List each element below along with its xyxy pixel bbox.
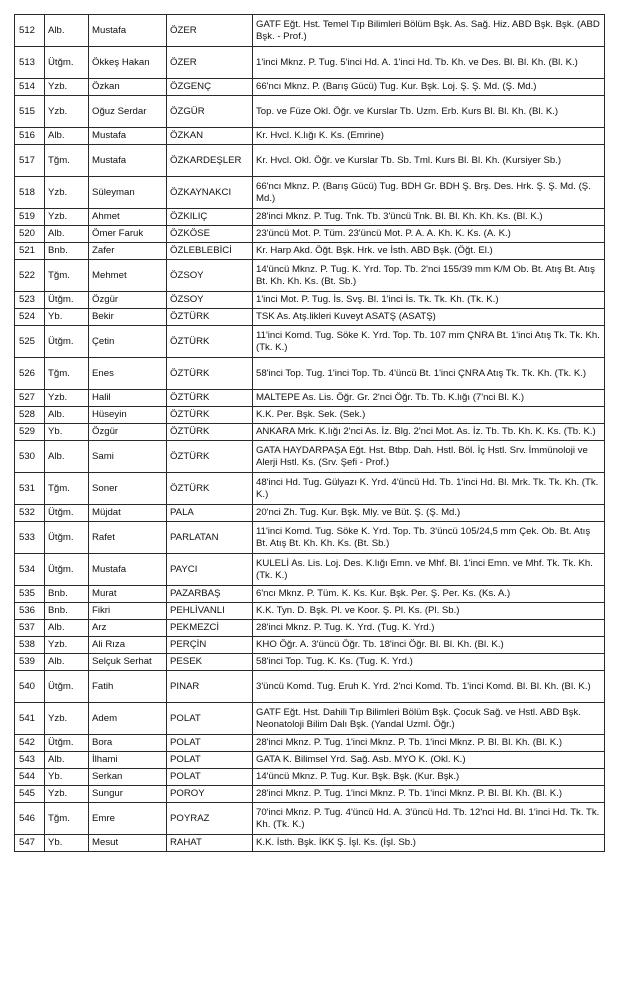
rank-cell: Ütğm. bbox=[45, 522, 89, 554]
rank-cell: Tğm. bbox=[45, 260, 89, 292]
unit-cell: 58'inci Top. Tug. K. Ks. (Tug. K. Yrd.) bbox=[253, 654, 605, 671]
table-row bbox=[15, 554, 605, 586]
first-name-cell: Ökkeş Hakan bbox=[89, 47, 167, 79]
row-number: 536 bbox=[15, 603, 45, 620]
row-number: 524 bbox=[15, 309, 45, 326]
last-name-cell: POLAT bbox=[167, 769, 253, 786]
row-number: 520 bbox=[15, 226, 45, 243]
row-number: 533 bbox=[15, 522, 45, 554]
row-number: 537 bbox=[15, 620, 45, 637]
unit-cell: 20'nci Zh. Tug. Kur. Bşk. Mly. ve Büt. Ş. (Ş. Md.) bbox=[253, 505, 605, 522]
row-number: 542 bbox=[15, 735, 45, 752]
first-name-cell: Oğuz Serdar bbox=[89, 96, 167, 128]
first-name-cell: Mustafa bbox=[89, 554, 167, 586]
last-name-cell: ÖZKÖSE bbox=[167, 226, 253, 243]
table-row bbox=[15, 786, 605, 803]
rank-cell: Yb. bbox=[45, 835, 89, 852]
first-name-cell: Fatih bbox=[89, 671, 167, 703]
row-number: 547 bbox=[15, 835, 45, 852]
first-name-cell: Enes bbox=[89, 358, 167, 390]
rank-cell: Alb. bbox=[45, 407, 89, 424]
rank-cell: Yzb. bbox=[45, 637, 89, 654]
rank-cell: Yzb. bbox=[45, 209, 89, 226]
table-row bbox=[15, 671, 605, 703]
last-name-cell: ÖZTÜRK bbox=[167, 473, 253, 505]
row-number: 531 bbox=[15, 473, 45, 505]
personnel-table bbox=[14, 14, 605, 852]
last-name-cell: POLAT bbox=[167, 735, 253, 752]
rank-cell: Tğm. bbox=[45, 473, 89, 505]
row-number: 528 bbox=[15, 407, 45, 424]
row-number: 527 bbox=[15, 390, 45, 407]
unit-cell: TSK As. Atş.likleri Kuveyt ASATŞ (ASATŞ) bbox=[253, 309, 605, 326]
table-row bbox=[15, 358, 605, 390]
row-number: 512 bbox=[15, 15, 45, 47]
rank-cell: Bnb. bbox=[45, 243, 89, 260]
row-number: 525 bbox=[15, 326, 45, 358]
last-name-cell: PARLATAN bbox=[167, 522, 253, 554]
row-number: 522 bbox=[15, 260, 45, 292]
table-row bbox=[15, 473, 605, 505]
rank-cell: Bnb. bbox=[45, 603, 89, 620]
first-name-cell: Mustafa bbox=[89, 128, 167, 145]
unit-cell: KULELİ As. Lis. Loj. Des. K.lığı Emn. ve Mhf. Bl. 1'inci Emn. ve Mhf. Tk. Tk. Kh. (Tk. K.) bbox=[253, 554, 605, 586]
unit-cell: 28'inci Mknz. P. Tug. 1'inci Mknz. P. Tb. 1'inci Mknz. P. Bl. Bl. Kh. (Bl. K.) bbox=[253, 786, 605, 803]
unit-cell: 28'inci Mknz. P. Tug. 1'inci Mknz. P. Tb. 1'inci Mknz. P. Bl. Bl. Kh. (Bl. K.) bbox=[253, 735, 605, 752]
table-row bbox=[15, 752, 605, 769]
rank-cell: Yzb. bbox=[45, 390, 89, 407]
unit-cell: 58'inci Top. Tug. 1'inci Top. Tb. 4'üncü Bt. 1'inci ÇNRA Atış Tk. Tk. Kh. (Tk. K.) bbox=[253, 358, 605, 390]
row-number: 541 bbox=[15, 703, 45, 735]
unit-cell: GATF Eğt. Hst. Temel Tıp Bilimleri Bölüm Bşk. As. Sağ. Hiz. ABD Bşk. Bşk. (ABD Bşk. - Prof.) bbox=[253, 15, 605, 47]
first-name-cell: Süleyman bbox=[89, 177, 167, 209]
unit-cell: K.K. Per. Bşk. Sek. (Sek.) bbox=[253, 407, 605, 424]
first-name-cell: Mustafa bbox=[89, 145, 167, 177]
last-name-cell: POLAT bbox=[167, 752, 253, 769]
unit-cell: 66'ncı Mknz. P. (Barış Gücü) Tug. BDH Gr. BDH Ş. Brş. Des. Hrk. Ş. Ş. Md. (Ş. Md.) bbox=[253, 177, 605, 209]
first-name-cell: Mesut bbox=[89, 835, 167, 852]
table-row bbox=[15, 390, 605, 407]
unit-cell: 6'ncı Mknz. P. Tüm. K. Ks. Kur. Bşk. Per. Ş. Per. Ks. (Ks. A.) bbox=[253, 586, 605, 603]
row-number: 545 bbox=[15, 786, 45, 803]
last-name-cell: ÖZKAN bbox=[167, 128, 253, 145]
unit-cell: 23'üncü Mot. P. Tüm. 23'üncü Mot. P. A. A. Kh. K. Ks. (A. K.) bbox=[253, 226, 605, 243]
table-row bbox=[15, 309, 605, 326]
rank-cell: Yzb. bbox=[45, 96, 89, 128]
row-number: 544 bbox=[15, 769, 45, 786]
row-number: 518 bbox=[15, 177, 45, 209]
table-row bbox=[15, 703, 605, 735]
unit-cell: 11'inci Komd. Tug. Söke K. Yrd. Top. Tb. 107 mm ÇNRA Bt. 1'inci Atış Tk. Tk. Kh. (Tk. K.) bbox=[253, 326, 605, 358]
first-name-cell: Ahmet bbox=[89, 209, 167, 226]
last-name-cell: ÖZTÜRK bbox=[167, 390, 253, 407]
first-name-cell: Ali Rıza bbox=[89, 637, 167, 654]
unit-cell: 1'inci Mknz. P. Tug. 5'inci Hd. A. 1'inci Hd. Tb. Kh. ve Des. Bl. Bl. Kh. (Bl. K.) bbox=[253, 47, 605, 79]
row-number: 532 bbox=[15, 505, 45, 522]
last-name-cell: PESEK bbox=[167, 654, 253, 671]
row-number: 540 bbox=[15, 671, 45, 703]
table-row bbox=[15, 209, 605, 226]
table-row bbox=[15, 326, 605, 358]
rank-cell: Yzb. bbox=[45, 786, 89, 803]
rank-cell: Ütğm. bbox=[45, 554, 89, 586]
rank-cell: Alb. bbox=[45, 15, 89, 47]
table-row bbox=[15, 128, 605, 145]
first-name-cell: Sungur bbox=[89, 786, 167, 803]
row-number: 517 bbox=[15, 145, 45, 177]
first-name-cell: Hüseyin bbox=[89, 407, 167, 424]
unit-cell: GATA HAYDARPAŞA Eğt. Hst. Btbp. Dah. Hstl. Böl. İç Hstl. Srv. İmmünoloji ve Alerji Hstl. Ks. (Srv. Şefi - Prof.) bbox=[253, 441, 605, 473]
unit-cell: Kr. Hvcl. K.lığı K. Ks. (Emrine) bbox=[253, 128, 605, 145]
last-name-cell: ÖZTÜRK bbox=[167, 326, 253, 358]
personnel-table-body bbox=[15, 15, 605, 852]
unit-cell: 11'inci Komd. Tug. Söke K. Yrd. Top. Tb. 3'üncü 105/24,5 mm Çek. Ob. Bt. Atış Bt. Atış Bt. Kh. Kh. Ks. (Bt. Sb.) bbox=[253, 522, 605, 554]
table-row bbox=[15, 735, 605, 752]
row-number: 513 bbox=[15, 47, 45, 79]
rank-cell: Ütğm. bbox=[45, 326, 89, 358]
last-name-cell: PEHLİVANLI bbox=[167, 603, 253, 620]
table-row bbox=[15, 522, 605, 554]
last-name-cell: ÖZTÜRK bbox=[167, 309, 253, 326]
first-name-cell: Bora bbox=[89, 735, 167, 752]
table-row bbox=[15, 803, 605, 835]
first-name-cell: Mustafa bbox=[89, 15, 167, 47]
unit-cell: MALTEPE As. Lis. Öğr. Gr. 2'nci Öğr. Tb. Tb. K.lığı (7'nci Bl. K.) bbox=[253, 390, 605, 407]
table-row bbox=[15, 292, 605, 309]
last-name-cell: RAHAT bbox=[167, 835, 253, 852]
rank-cell: Yb. bbox=[45, 309, 89, 326]
first-name-cell: Özgür bbox=[89, 292, 167, 309]
first-name-cell: İlhami bbox=[89, 752, 167, 769]
row-number: 539 bbox=[15, 654, 45, 671]
table-row bbox=[15, 505, 605, 522]
unit-cell: K.K. İsth. Bşk. İKK Ş. İşl. Ks. (İşl. Sb.) bbox=[253, 835, 605, 852]
first-name-cell: Arz bbox=[89, 620, 167, 637]
table-row bbox=[15, 441, 605, 473]
rank-cell: Yb. bbox=[45, 424, 89, 441]
row-number: 514 bbox=[15, 79, 45, 96]
unit-cell: 70'inci Mknz. P. Tug. 4'üncü Hd. A. 3'üncü Hd. Tb. 12'nci Hd. Bl. 1'inci Hd. Tk. Tk. Kh. (Tk. K.) bbox=[253, 803, 605, 835]
last-name-cell: PERÇİN bbox=[167, 637, 253, 654]
table-row bbox=[15, 96, 605, 128]
last-name-cell: ÖZKARDEŞLER bbox=[167, 145, 253, 177]
row-number: 535 bbox=[15, 586, 45, 603]
table-row bbox=[15, 243, 605, 260]
first-name-cell: Sami bbox=[89, 441, 167, 473]
rank-cell: Alb. bbox=[45, 654, 89, 671]
table-row bbox=[15, 260, 605, 292]
first-name-cell: Özkan bbox=[89, 79, 167, 96]
row-number: 516 bbox=[15, 128, 45, 145]
unit-cell: KHO Öğr. A. 3'üncü Öğr. Tb. 18'inci Öğr. Bl. Bl. Kh. (Bl. K.) bbox=[253, 637, 605, 654]
rank-cell: Ütğm. bbox=[45, 671, 89, 703]
last-name-cell: PAZARBAŞ bbox=[167, 586, 253, 603]
rank-cell: Yzb. bbox=[45, 177, 89, 209]
last-name-cell: ÖZTÜRK bbox=[167, 441, 253, 473]
rank-cell: Bnb. bbox=[45, 586, 89, 603]
rank-cell: Alb. bbox=[45, 620, 89, 637]
first-name-cell: Rafet bbox=[89, 522, 167, 554]
unit-cell: 28'inci Mknz. P. Tug. Tnk. Tb. 3'üncü Tnk. Bl. Bl. Kh. Kh. Ks. (Bl. K.) bbox=[253, 209, 605, 226]
last-name-cell: ÖZTÜRK bbox=[167, 407, 253, 424]
unit-cell: 14'üncü Mknz. P. Tug. K. Yrd. Top. Tb. 2'nci 155/39 mm K/M Ob. Bt. Atış Bt. Atış Bt. Kh. Kh. Ks. (Bt. Sb.) bbox=[253, 260, 605, 292]
unit-cell: 14'üncü Mknz. P. Tug. Kur. Bşk. Bşk. (Kur. Bşk.) bbox=[253, 769, 605, 786]
unit-cell: 1'inci Mot. P. Tug. İs. Svş. Bl. 1'inci İs. Tk. Tk. Kh. (Tk. K.) bbox=[253, 292, 605, 309]
row-number: 534 bbox=[15, 554, 45, 586]
rank-cell: Ütğm. bbox=[45, 735, 89, 752]
table-row bbox=[15, 15, 605, 47]
table-row bbox=[15, 620, 605, 637]
table-row bbox=[15, 424, 605, 441]
row-number: 529 bbox=[15, 424, 45, 441]
first-name-cell: Halil bbox=[89, 390, 167, 407]
first-name-cell: Müjdat bbox=[89, 505, 167, 522]
table-row bbox=[15, 177, 605, 209]
rank-cell: Alb. bbox=[45, 128, 89, 145]
rank-cell: Ütğm. bbox=[45, 292, 89, 309]
rank-cell: Tğm. bbox=[45, 358, 89, 390]
unit-cell: 3'üncü Komd. Tug. Eruh K. Yrd. 2'nci Komd. Tb. 1'inci Komd. Bl. Bl. Kh. (Bl. K.) bbox=[253, 671, 605, 703]
last-name-cell: PAYCI bbox=[167, 554, 253, 586]
first-name-cell: Emre bbox=[89, 803, 167, 835]
unit-cell: GATA K. Bilimsel Yrd. Sağ. Asb. MYO K. (Okl. K.) bbox=[253, 752, 605, 769]
last-name-cell: ÖZSOY bbox=[167, 260, 253, 292]
rank-cell: Ütğm. bbox=[45, 505, 89, 522]
last-name-cell: ÖZER bbox=[167, 15, 253, 47]
unit-cell: 28'inci Mknz. P. Tug. K. Yrd. (Tug. K. Yrd.) bbox=[253, 620, 605, 637]
row-number: 546 bbox=[15, 803, 45, 835]
table-row bbox=[15, 586, 605, 603]
unit-cell: Top. ve Füze Okl. Öğr. ve Kurslar Tb. Uzm. Erb. Kurs Bl. Bl. Kh. (Bl. K.) bbox=[253, 96, 605, 128]
last-name-cell: PINAR bbox=[167, 671, 253, 703]
row-number: 523 bbox=[15, 292, 45, 309]
last-name-cell: ÖZGENÇ bbox=[167, 79, 253, 96]
first-name-cell: Adem bbox=[89, 703, 167, 735]
last-name-cell: ÖZSOY bbox=[167, 292, 253, 309]
last-name-cell: POYRAZ bbox=[167, 803, 253, 835]
table-row bbox=[15, 145, 605, 177]
last-name-cell: POLAT bbox=[167, 703, 253, 735]
rank-cell: Alb. bbox=[45, 752, 89, 769]
last-name-cell: ÖZTÜRK bbox=[167, 358, 253, 390]
last-name-cell: ÖZGÜR bbox=[167, 96, 253, 128]
unit-cell: 48'inci Hd. Tug. Gülyazı K. Yrd. 4'üncü Hd. Tb. 1'inci Hd. Bl. Mrk. Tk. Tk. Kh. (Tk. K.) bbox=[253, 473, 605, 505]
last-name-cell: ÖZLEBLEBİCİ bbox=[167, 243, 253, 260]
row-number: 543 bbox=[15, 752, 45, 769]
rank-cell: Alb. bbox=[45, 226, 89, 243]
table-row bbox=[15, 603, 605, 620]
first-name-cell: Özgür bbox=[89, 424, 167, 441]
unit-cell: K.K. Tyn. D. Bşk. Pl. ve Koor. Ş. Pl. Ks. (Pl. Sb.) bbox=[253, 603, 605, 620]
row-number: 530 bbox=[15, 441, 45, 473]
rank-cell: Alb. bbox=[45, 441, 89, 473]
unit-cell: Kr. Hvcl. Okl. Öğr. ve Kurslar Tb. Sb. Tml. Kurs Bl. Bl. Kh. (Kursiyer Sb.) bbox=[253, 145, 605, 177]
first-name-cell: Serkan bbox=[89, 769, 167, 786]
row-number: 521 bbox=[15, 243, 45, 260]
last-name-cell: ÖZTÜRK bbox=[167, 424, 253, 441]
row-number: 515 bbox=[15, 96, 45, 128]
row-number: 519 bbox=[15, 209, 45, 226]
first-name-cell: Mehmet bbox=[89, 260, 167, 292]
first-name-cell: Selçuk Serhat bbox=[89, 654, 167, 671]
rank-cell: Yb. bbox=[45, 769, 89, 786]
row-number: 538 bbox=[15, 637, 45, 654]
rank-cell: Tğm. bbox=[45, 803, 89, 835]
table-row bbox=[15, 654, 605, 671]
last-name-cell: PEKMEZCİ bbox=[167, 620, 253, 637]
rank-cell: Yzb. bbox=[45, 703, 89, 735]
table-row bbox=[15, 79, 605, 96]
first-name-cell: Çetin bbox=[89, 326, 167, 358]
table-row bbox=[15, 835, 605, 852]
first-name-cell: Fikri bbox=[89, 603, 167, 620]
table-row bbox=[15, 407, 605, 424]
table-row bbox=[15, 769, 605, 786]
first-name-cell: Soner bbox=[89, 473, 167, 505]
first-name-cell: Bekir bbox=[89, 309, 167, 326]
unit-cell: 66'ncı Mknz. P. (Barış Gücü) Tug. Kur. Bşk. Loj. Ş. Ş. Md. (Ş. Md.) bbox=[253, 79, 605, 96]
table-row bbox=[15, 47, 605, 79]
rank-cell: Tğm. bbox=[45, 145, 89, 177]
table-row bbox=[15, 226, 605, 243]
last-name-cell: ÖZKILIÇ bbox=[167, 209, 253, 226]
unit-cell: ANKARA Mrk. K.lığı 2'nci As. İz. Blg. 2'nci Mot. As. İz. Tb. Tb. Kh. K. Ks. (Tb. K.) bbox=[253, 424, 605, 441]
last-name-cell: POROY bbox=[167, 786, 253, 803]
last-name-cell: PALA bbox=[167, 505, 253, 522]
unit-cell: GATF Eğt. Hst. Dahili Tıp Bilimleri Bölüm Bşk. Çocuk Sağ. ve Hstl. ABD Bşk. Neonatoloji Bilim Dalı Bşk. (Yandal Uzml. Öğr.) bbox=[253, 703, 605, 735]
table-row bbox=[15, 637, 605, 654]
first-name-cell: Zafer bbox=[89, 243, 167, 260]
row-number: 526 bbox=[15, 358, 45, 390]
last-name-cell: ÖZER bbox=[167, 47, 253, 79]
first-name-cell: Murat bbox=[89, 586, 167, 603]
rank-cell: Ütğm. bbox=[45, 47, 89, 79]
first-name-cell: Ömer Faruk bbox=[89, 226, 167, 243]
unit-cell: Kr. Harp Akd. Öğt. Bşk. Hrk. ve İsth. ABD Bşk. (Öğt. El.) bbox=[253, 243, 605, 260]
rank-cell: Yzb. bbox=[45, 79, 89, 96]
last-name-cell: ÖZKAYNAKCI bbox=[167, 177, 253, 209]
